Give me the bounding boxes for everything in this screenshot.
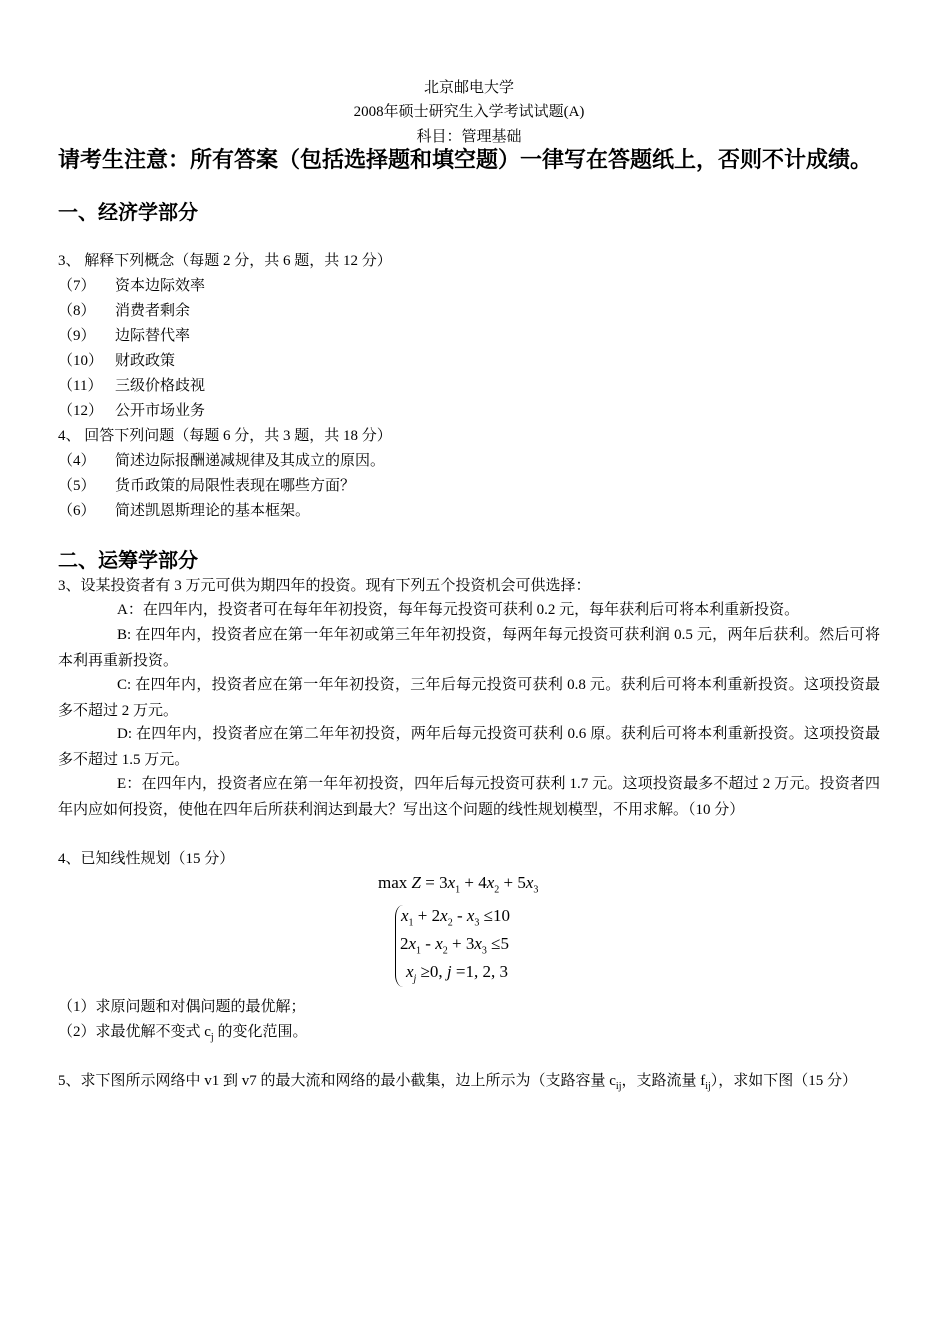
item-text: 货币政策的局限性表现在哪些方面？ (115, 478, 356, 494)
item-text: 简述边际报酬递减规律及其成立的原因。 (115, 453, 386, 469)
university-name: 北京邮电大学 (423, 80, 514, 96)
or-q5-text (58, 1069, 880, 1100)
q5-part1: 5、求下图所示网络中 v1 到 v7 的最大流和网络的最小截集，边上所示为（支路容量 c (58, 1073, 616, 1089)
exam-subject: 科目：管理基础 (416, 129, 522, 145)
or-q3-intro: 3、设某投资者有 3 万元可供为期四年的投资。现有下列五个投资机会可供选择： (58, 578, 591, 594)
item-number: （8） (58, 303, 96, 319)
or-q4-sub2 (58, 1020, 307, 1050)
econ-q3-heading: 3、 解释下列概念（每题 2 分，共 6 题，共 12 分） (58, 253, 392, 269)
option-a: A：在四年内，投资者可在每年年初投资，每年每元投资可获利 0.2 元，每年获利后可将本利重新投资。 (117, 602, 800, 618)
item-number: （10） (58, 353, 104, 369)
q5-sub1: ij (615, 1081, 622, 1092)
item-text: 简述凯恩斯理论的基本框架。 (115, 503, 311, 519)
or-q4-sub1: （1）求原问题和对偶问题的最优解； (58, 999, 306, 1015)
item-text: 边际替代率 (115, 328, 191, 344)
sub2-text-end: 的变化范围。 (213, 1024, 308, 1040)
option-e: E：在四年内，投资者应在第一年年初投资，四年后每元投资可获利 1.7 元。这项投资最多不超过 2 万元。投资者四年内应如何投资，使他在四年后所获利润达到最大？写出这个问题的线性规划模型，不用求解。（10 分） (58, 776, 880, 818)
option-d: D: 在四年内，投资者应在第二年年初投资，两年后每元投资可获利 0.6 原。获利后可将本利重新投资。这项投资最多不超过 1.5 万元。 (58, 726, 880, 768)
sub2-subscript: j (210, 1032, 214, 1043)
list-item (58, 449, 385, 473)
item-text: 公开市场业务 (115, 403, 206, 419)
option-c: C: 在四年内，投资者应在第一年年初投资，三年后每元投资可获利 0.8 元。获利后可将本利重新投资。这项投资最多不超过 2 万元。 (58, 677, 880, 719)
lp-constraint-3: $x_j \ge 0$, j =1, 2, 3 (406, 962, 508, 985)
item-number: （9） (58, 328, 96, 344)
list-item (58, 399, 205, 423)
item-text: 资本边际效率 (115, 278, 206, 294)
item-number: （7） (58, 278, 96, 294)
lp-constraint-1: $x_1 + 2x_2 - x_3 \le 10$ (401, 906, 510, 929)
item-number: （12） (58, 403, 104, 419)
item-number: （4） (58, 453, 96, 469)
q5-part2: ，支路流量 f (621, 1073, 706, 1089)
item-number: （11） (58, 378, 103, 394)
q5-sub2: ij (705, 1081, 711, 1092)
section-economics-title: 一、经济学部分 (58, 200, 198, 224)
econ-q4-heading: 4、 回答下列问题（每题 6 分，共 3 题，共 18 分） (58, 428, 392, 444)
lp-constraint-2: $2x_1 - x_2 + 3x_3 \le 5$ (400, 934, 509, 957)
list-item (58, 499, 310, 523)
lp-objective: $\max Z = 3x_1 + 4x_2 + 5x_3$ (378, 873, 539, 896)
exam-notice: 请考生注意：所有答案（包括选择题和填空题）一律写在答题纸上，否则不计成绩。 (58, 148, 873, 173)
option-b: B: 在四年内，投资者应在第一年年初或第三年年初投资，每两年每元投资可获利润 0.5 元，两年后获利。然后可将本利再重新投资。 (58, 627, 880, 669)
item-number: （5） (58, 478, 96, 494)
item-number: （6） (58, 503, 96, 519)
item-text: 消费者剩余 (115, 303, 191, 319)
section-or-title: 二、运筹学部分 (58, 548, 198, 572)
list-item (58, 349, 175, 373)
exam-title: 2008年硕士研究生入学考试试题(A) (353, 104, 585, 120)
sub2-text: （2）求最优解不变式 c (58, 1024, 211, 1040)
list-item (58, 324, 190, 348)
item-text: 财政政策 (115, 353, 176, 369)
list-item (58, 374, 205, 398)
item-text: 三级价格歧视 (115, 378, 206, 394)
q5-part3: ），求如下图（15 分） (710, 1073, 858, 1089)
list-item (58, 274, 205, 298)
or-q4-heading: 4、已知线性规划（15 分） (58, 851, 235, 867)
list-item (58, 474, 355, 498)
list-item (58, 299, 190, 323)
